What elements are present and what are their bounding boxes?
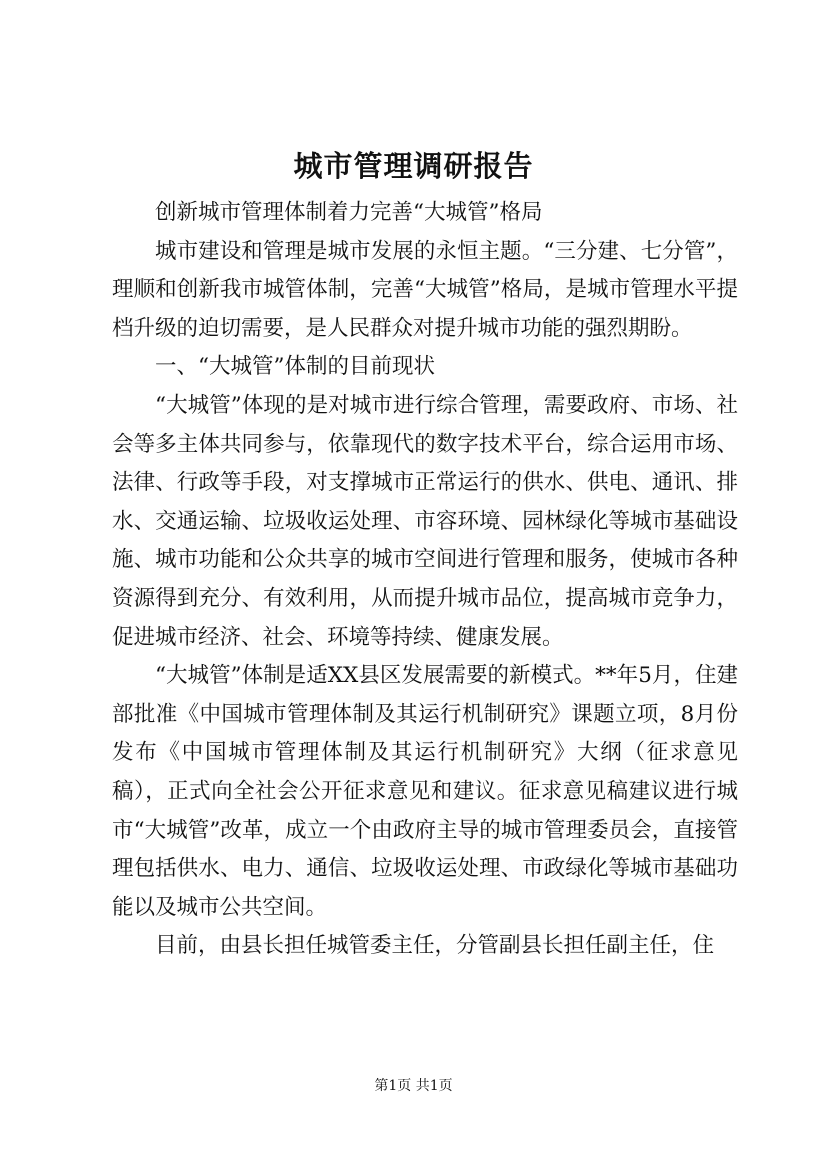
document-body [112,194,738,966]
intro-paragraph: 城市建设和管理是城市发展的永恒主题。“三分建、七分管”，理顺和创新我市城管体制，完善“大城管”格局，是城市管理水平提档升级的迫切需要，是人民群众对提升城市功能的强烈期盼。 [112,238,738,341]
body-paragraph: 目前，由县长担任城管委主任，分管副县长担任副主任，住 [155,933,715,959]
document-title: 城市管理调研报告 [293,149,534,183]
section-heading: 一、“大城管”体制的目前现状 [155,354,435,380]
subtitle-paragraph: 创新城市管理体制着力完善“大城管”格局 [155,200,543,225]
body-paragraph: “大城管”体现的是对城市进行综合管理，需要政府、市场、社会等多主体共同参与，依靠现代的数字技术平台，综合运用市场、法律、行政等手段，对支撑城市正常运行的供水、供电、通讯、排水、交通运输、垃圾收运处理、市容环境、园林绿化等城市基础设施、城市功能和公众共享的城市空间进行管理和服务，使城市各种资源得到充分、有效利用，从而提升城市品位，提高城市竞争力，促进城市经济、社会、环境等持续、健康发展。 [112,392,738,650]
body-paragraph: “大城管”体制是适XX县区发展需要的新模式。**年5月，住建部批准《中国城市管理体制及其运行机制研究》课题立项，8月份发布《中国城市管理体制及其运行机制研究》大纲（征求意见稿），正式向全社会公开征求意见和建议。征求意见稿建议进行城市“大城管”改革，成立一个由政府主导的城市管理委员会，直接管理包括供水、电力、通信、垃圾收运处理、市政绿化等城市基础功能以及城市公共空间。 [112,663,738,920]
page-footer: 第1页 共1页 [374,1078,453,1094]
